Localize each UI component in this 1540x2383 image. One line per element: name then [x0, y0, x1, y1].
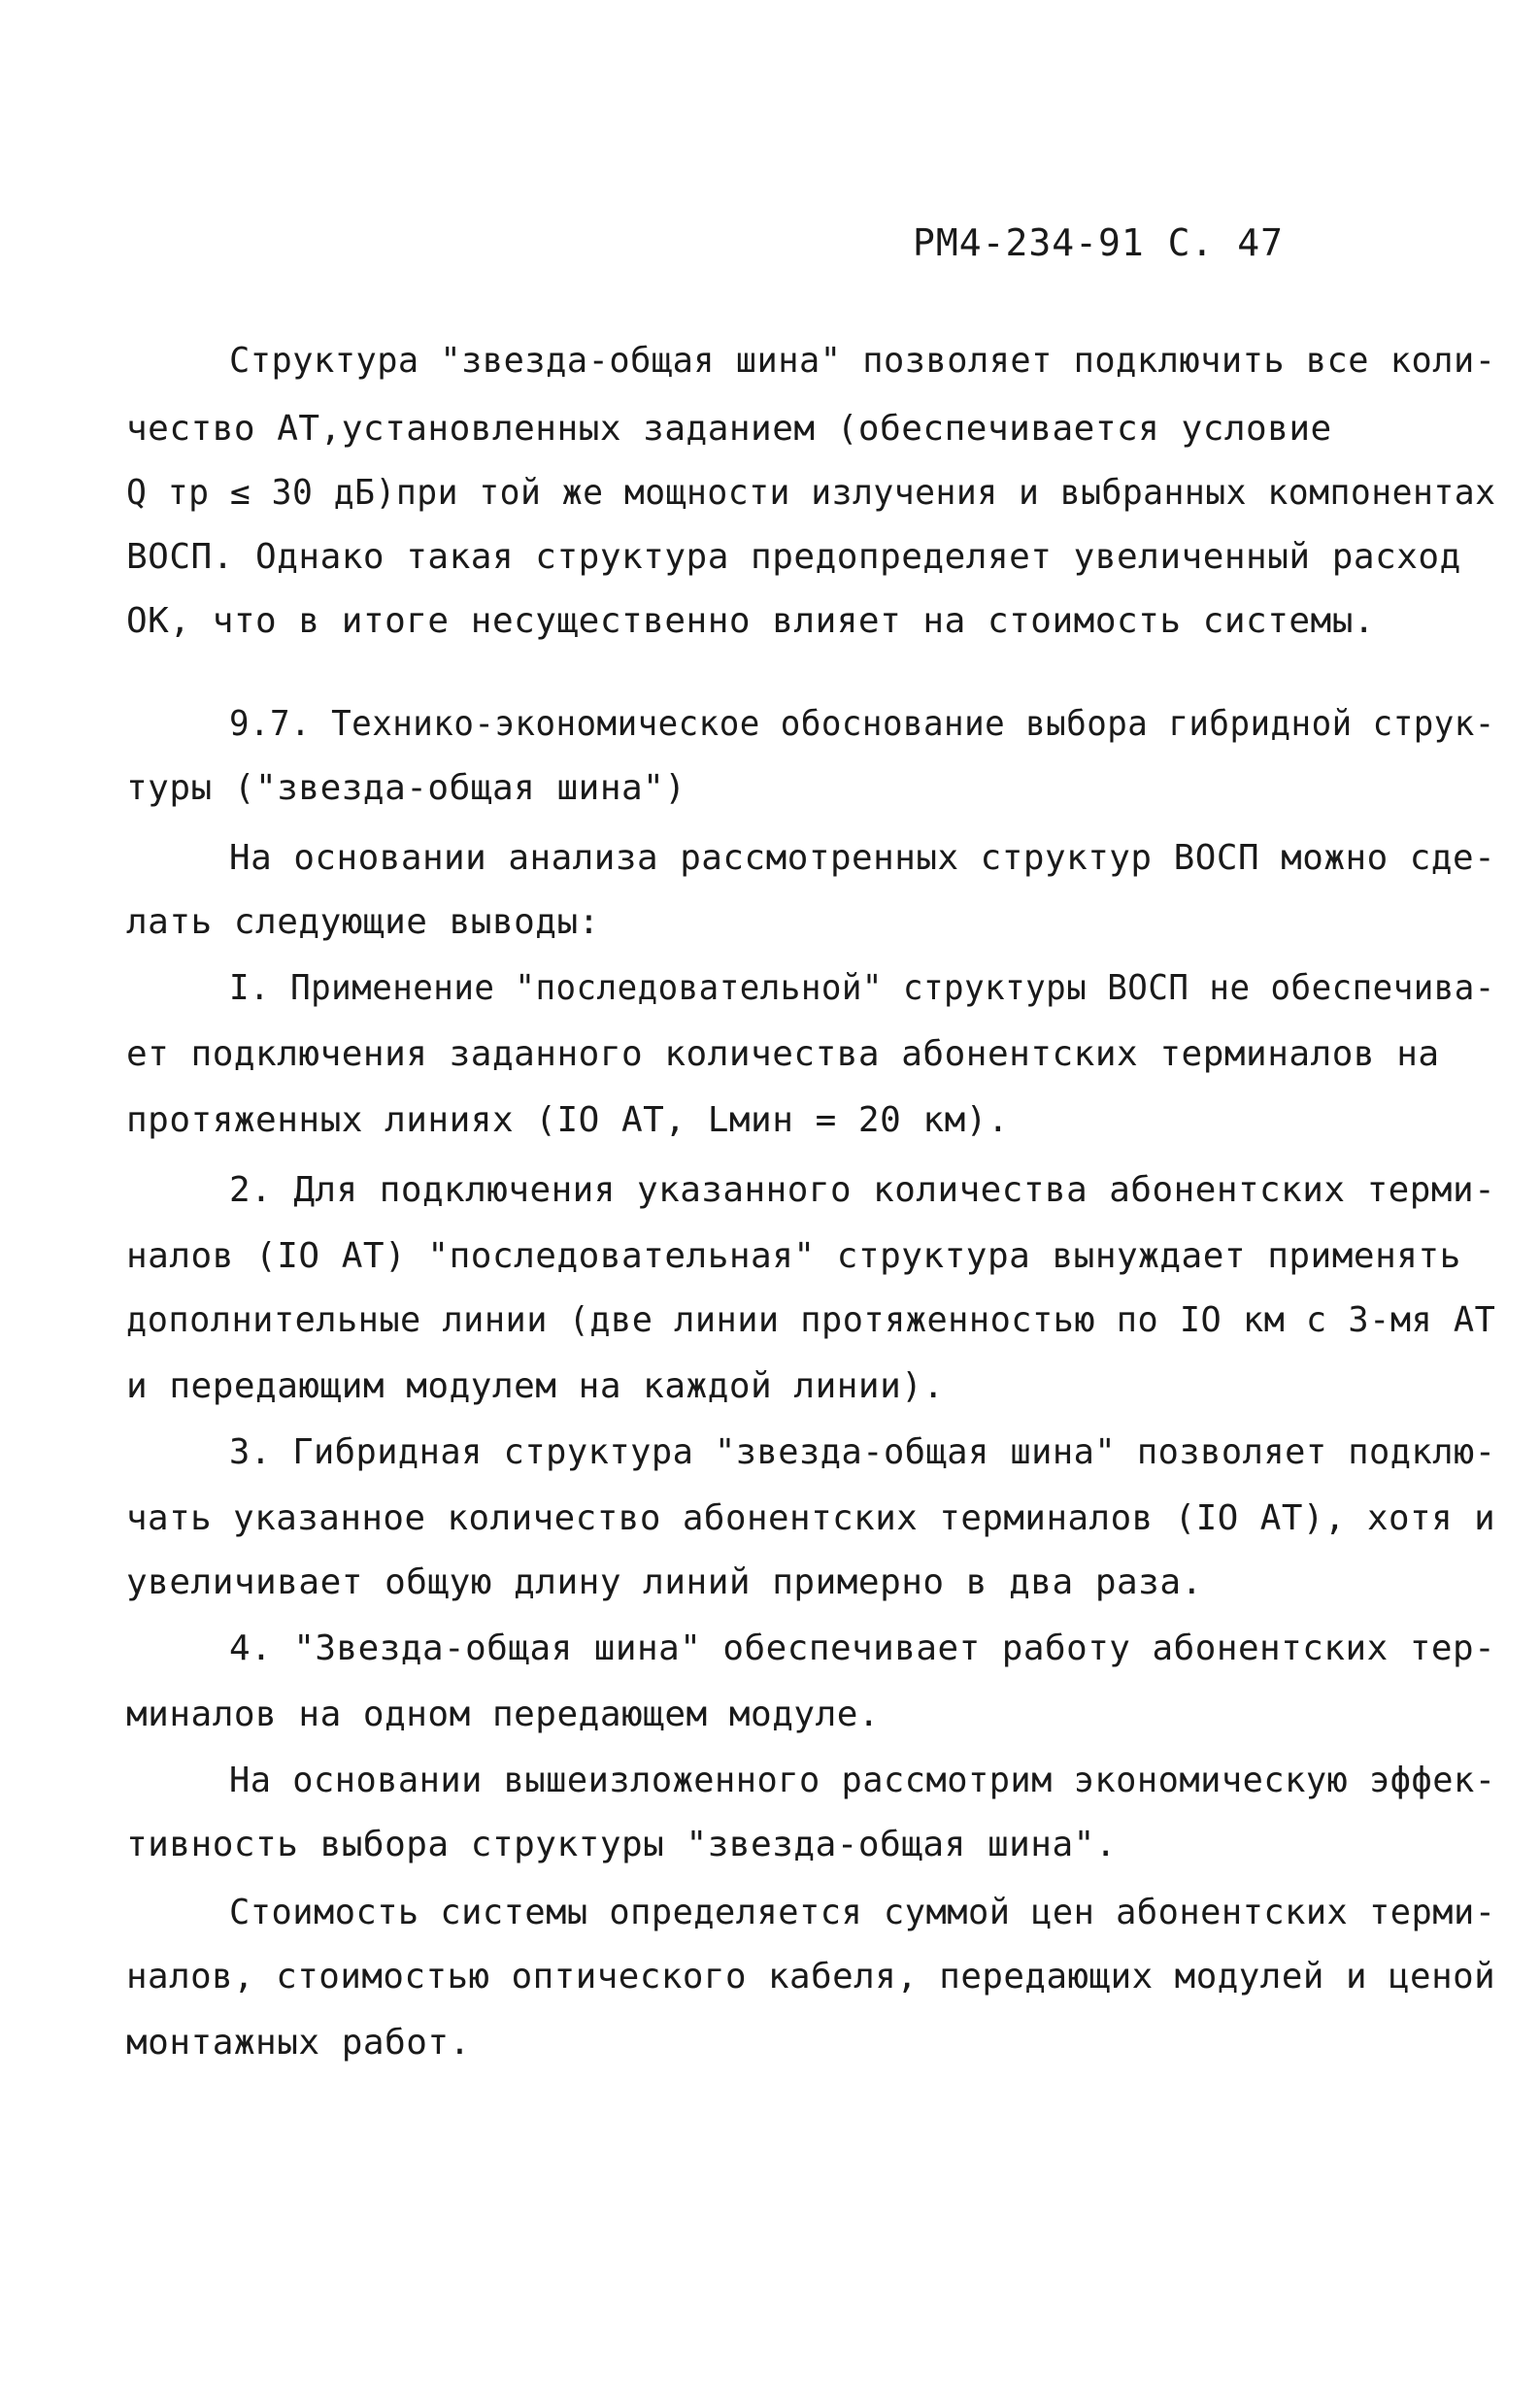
list-item-line: налов (IO АТ) "последовательная" структура вынуждает применять: [126, 1236, 1461, 1276]
list-item-line: ет подключения заданного количества абонентских терминалов на: [126, 1034, 1440, 1074]
list-item-line: чать указанное количество абонентских терминалов (IO АТ), хотя и: [126, 1498, 1496, 1538]
paragraph-line: На основании анализа рассмотренных структур ВОСП можно сде-: [229, 838, 1496, 878]
section-heading-line: туры ("звезда-общая шина"): [126, 768, 686, 808]
list-item-line: увеличивает общую длину линий примерно в два раза.: [126, 1562, 1203, 1602]
list-item-line: дополнительные линии (две линии протяженностью по IO км с 3-мя АТ: [126, 1300, 1496, 1340]
paragraph-line: чество АТ,установленных заданием (обеспечивается условие: [126, 409, 1332, 449]
list-item-line: 3. Гибридная структура "звезда-общая шина" позволяет подклю-: [229, 1432, 1496, 1472]
section-heading-line: 9.7. Технико-экономическое обоснование выбора гибридной струк-: [229, 704, 1495, 744]
paragraph-line: монтажных работ.: [126, 2023, 471, 2063]
document-reference: РМ4-234-91 С. 47: [913, 221, 1285, 264]
list-item-line: миналов на одном передающем модуле.: [126, 1695, 881, 1734]
paragraph-line: ВОСП. Однако такая структура предопределяет увеличенный расход: [126, 537, 1461, 577]
paragraph-line: тивность выбора структуры "звезда-общая шина".: [126, 1825, 1117, 1864]
paragraph-line: На основании вышеизложенного рассмотрим экономическую эффек-: [229, 1761, 1496, 1800]
paragraph-line: Стоимость системы определяется суммой цен абонентских терми-: [229, 1893, 1496, 1932]
paragraph-line: ОК, что в итоге несущественно влияет на стоимость системы.: [126, 601, 1376, 641]
paragraph-line: Q тр ≤ 30 дБ)при той же мощности излучения и выбранных компонентах: [126, 473, 1496, 513]
paragraph-line: Структура "звезда-общая шина" позволяет подключить все коли-: [229, 341, 1496, 381]
paragraph-line: лать следующие выводы:: [126, 902, 600, 942]
list-item-line: 4. "Звезда-общая шина" обеспечивает работу абонентских тер-: [229, 1628, 1496, 1668]
list-item-line: и передающим модулем на каждой линии).: [126, 1366, 945, 1406]
list-item-line: 2. Для подключения указанного количества абонентских терми-: [229, 1170, 1496, 1210]
paragraph-line: налов, стоимостью оптического кабеля, передающих модулей и ценой: [126, 1957, 1496, 1997]
list-item-line: протяженных линиях (IO АТ, Lмин = 20 км).: [126, 1100, 1010, 1140]
list-item-line: I. Применение "последовательной" структуры ВОСП не обеспечива-: [229, 968, 1495, 1008]
